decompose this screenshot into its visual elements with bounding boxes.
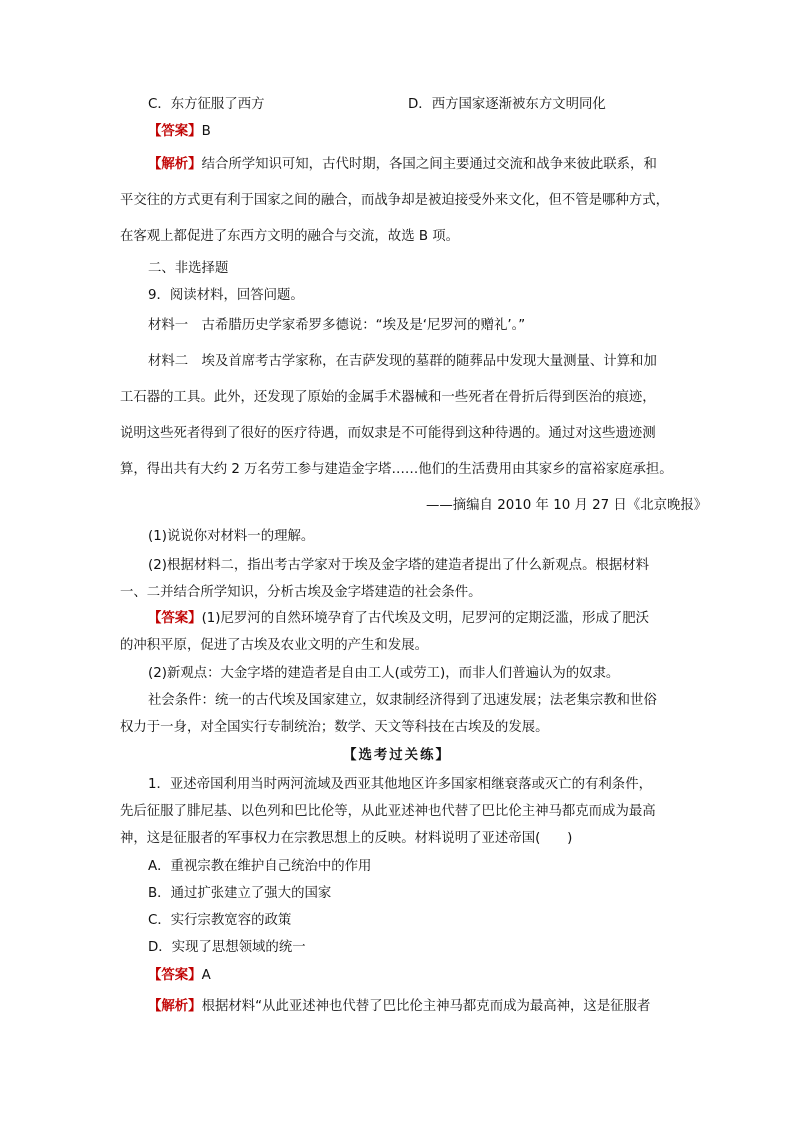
answer-line: 权力于一身，对全国实行专制统治；数学、天文等科技在古埃及的发展。 bbox=[120, 720, 549, 735]
answer-tag: 【答案】 bbox=[148, 968, 202, 983]
analysis-text: 结合所学知识可知，古代时期，各国之间主要通过交流和战争来彼此联系，和 bbox=[201, 157, 657, 172]
answer-line bbox=[148, 966, 211, 986]
option-d: D．西方国家逐渐被东方文明同化 bbox=[408, 97, 606, 112]
exam-question-stem: 1．亚述帝国利用当时两河流域及西亚其他地区许多国家相继衰落或灭亡的有利条件， bbox=[148, 777, 652, 792]
analysis-tag: 【解析】 bbox=[148, 157, 202, 172]
answer-line bbox=[148, 122, 211, 142]
analysis-line: 平交往的方式更有利于国家之间的融合，而战争却是被迫接受外来文化，但不管是哪种方式， bbox=[120, 193, 670, 208]
material-2-line: 算，得出共有大约 2 万名劳工参与建造金字塔……他们的生活费用由其家乡的富裕家庭承担。 bbox=[120, 462, 673, 477]
answer-line bbox=[148, 609, 649, 629]
source-citation: ——摘编自 2010 年 10 月 27 日《北京晚报》 bbox=[426, 498, 708, 513]
answer-value: B bbox=[201, 124, 211, 139]
answer-text: (1)尼罗河的自然环境孕育了古代埃及文明，尼罗河的定期泛滥，形成了肥沃 bbox=[201, 611, 650, 626]
exam-question-stem: 神，这是征服者的军事权力在宗教思想上的反映。材料说明了亚述帝国( ) bbox=[120, 831, 573, 846]
analysis-text: 根据材料“从此亚述神也代替了巴比伦主神马都克而成为最高神，这是征服者 bbox=[201, 999, 651, 1014]
analysis-line: 在客观上都促进了东西方文明的融合与交流，故选 B 项。 bbox=[120, 229, 460, 244]
section-title: 二、非选择题 bbox=[148, 261, 229, 276]
exam-question-stem: 先后征服了腓尼基、以色列和巴比伦等，从此亚述神也代替了巴比伦主神马都克而成为最高 bbox=[120, 804, 656, 819]
answer-tag: 【答案】 bbox=[148, 124, 202, 139]
answer-line: 社会条件：统一的古代埃及国家建立，奴隶制经济得到了迅速发展；法老集宗教和世俗 bbox=[148, 693, 657, 708]
analysis-line bbox=[148, 155, 657, 175]
option-b: B．通过扩张建立了强大的国家 bbox=[148, 886, 332, 901]
answer-tag: 【答案】 bbox=[148, 611, 202, 626]
sub-question-2: 一、二并结合所学知识，分析古埃及金字塔建造的社会条件。 bbox=[120, 585, 482, 600]
material-2-line: 说明这些死者得到了很好的医疗待遇，而奴隶是不可能得到这种待遇的。通过对这些遗迹测 bbox=[120, 426, 656, 441]
analysis-line bbox=[148, 997, 650, 1017]
question-stem: 9．阅读材料，回答问题。 bbox=[148, 288, 304, 303]
exam-section-title: 【选考过关练】 bbox=[343, 748, 451, 763]
option-c: C．东方征服了西方 bbox=[148, 97, 265, 112]
option-c: C．实行宗教宽容的政策 bbox=[148, 913, 292, 928]
answer-line: (2)新观点：大金字塔的建造者是自由工人(或劳工)，而非人们普遍认为的奴隶。 bbox=[148, 666, 620, 681]
option-a: A．重视宗教在维护自己统治中的作用 bbox=[148, 859, 372, 874]
material-1: 材料一 古希腊历史学家希罗多德说：“埃及是‘尼罗河的赠礼’。” bbox=[148, 318, 526, 333]
material-2-line: 工石器的工具。此外，还发现了原始的金属手术器械和一些死者在骨折后得到医治的痕迹， bbox=[120, 390, 656, 405]
sub-question-1: (1)说说你对材料一的理解。 bbox=[148, 529, 315, 544]
option-d: D．实现了思想领域的统一 bbox=[148, 940, 306, 955]
sub-question-2: (2)根据材料二，指出考古学家对于埃及金字塔的建造者提出了什么新观点。根据材料 bbox=[148, 558, 650, 573]
answer-value: A bbox=[201, 968, 211, 983]
material-2-line: 材料二 埃及首席考古学家称，在吉萨发现的墓群的随葬品中发现大量测量、计算和加 bbox=[148, 354, 657, 369]
analysis-tag: 【解析】 bbox=[148, 999, 202, 1014]
answer-line: 的冲积平原，促进了古埃及农业文明的产生和发展。 bbox=[120, 638, 428, 653]
